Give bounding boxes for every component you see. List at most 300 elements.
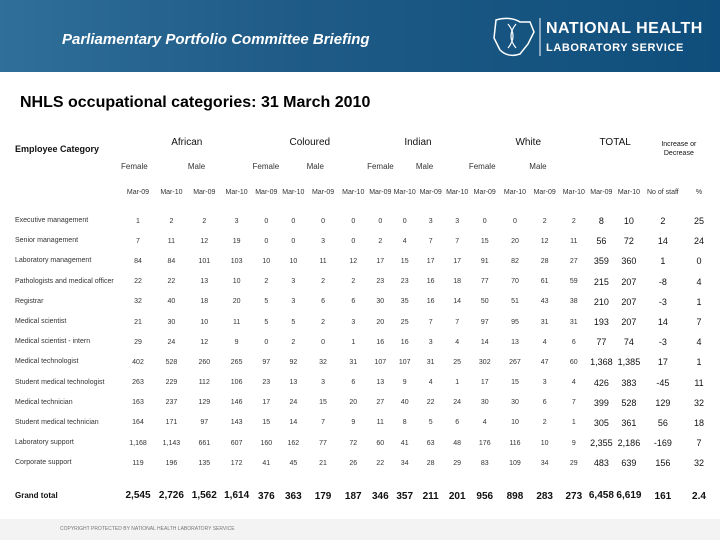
row-label: Medical technician — [15, 398, 73, 406]
group-header-indian: Indian — [404, 136, 432, 148]
table-cell: 72 — [349, 439, 358, 447]
total-cell: 1,614 — [224, 490, 250, 502]
table-cell: 112 — [198, 379, 210, 387]
table-cell: 9 — [234, 338, 239, 346]
table-cell: 1,385 — [617, 357, 641, 368]
table-cell: 11 — [376, 419, 384, 427]
slide-subtitle: NHLS occupational categories: 31 March 2010 — [20, 94, 371, 111]
table-cell: -8 — [658, 276, 667, 287]
table-cell: 47 — [540, 358, 549, 366]
table-cell: 5 — [264, 298, 269, 306]
table-row — [15, 312, 715, 332]
table-cell: 9 — [402, 379, 407, 387]
table-cell: 2 — [542, 419, 547, 427]
table-cell: 171 — [165, 419, 178, 427]
table-cell: 16 — [400, 338, 409, 346]
table-cell: 91 — [480, 257, 489, 265]
table-cell: 10 — [623, 216, 634, 227]
row-label: Registrar — [15, 297, 44, 305]
row-label: Medical technologist — [15, 358, 79, 366]
table-cell: 24 — [167, 338, 176, 346]
table-cell: 2 — [378, 237, 383, 245]
table-cell: 1 — [696, 296, 702, 307]
table-cell: 15 — [511, 379, 519, 387]
table-cell: 3 — [321, 379, 325, 387]
table-cell: 72 — [623, 236, 634, 247]
table-cell: 70 — [511, 278, 519, 286]
table-cell: 639 — [621, 458, 637, 469]
table-cell: 237 — [165, 399, 178, 407]
group-header-total: TOTAL — [599, 136, 631, 148]
table-cell: 7 — [696, 317, 702, 328]
table-cell: 10 — [200, 318, 209, 326]
table-cell: 15 — [319, 399, 327, 407]
table-cell: 7 — [455, 237, 460, 245]
table-cell: 16 — [426, 278, 435, 286]
table-row — [15, 292, 715, 312]
table-cell: 4 — [428, 379, 433, 387]
table-cell: 13 — [289, 379, 298, 387]
table-cell: 34 — [540, 459, 549, 467]
table-cell: 0 — [321, 217, 325, 225]
table-cell: -3 — [658, 337, 667, 348]
table-cell: 607 — [230, 439, 243, 447]
table-cell: 30 — [376, 298, 385, 306]
table-cell: 25 — [453, 358, 462, 366]
table-cell: 305 — [593, 417, 609, 428]
table-cell: 193 — [593, 317, 609, 328]
table-cell: 207 — [621, 296, 637, 307]
table-cell: 25 — [400, 318, 409, 326]
table-cell: 1 — [571, 419, 576, 427]
table-cell: 77 — [480, 278, 489, 286]
table-cell: 18 — [200, 298, 209, 306]
table-cell: 3 — [351, 318, 356, 326]
table-cell: 6 — [455, 419, 460, 427]
table-cell: 156 — [655, 458, 671, 469]
table-cell: 0 — [351, 237, 356, 245]
period-header-spacer — [15, 173, 121, 211]
table-cell: 1 — [455, 379, 460, 387]
period-header: Mar-09 — [473, 188, 496, 196]
table-cell: 32 — [319, 358, 327, 366]
table-cell: 35 — [400, 298, 409, 306]
table-cell: 210 — [593, 296, 609, 307]
total-cell: 346 — [371, 490, 389, 502]
group-header-white: White — [515, 136, 541, 148]
table-cell: 5 — [428, 419, 433, 427]
table-cell: 163 — [132, 399, 144, 407]
total-cell: 357 — [396, 490, 414, 502]
table-cell: 40 — [400, 399, 409, 407]
table-cell: 7 — [136, 237, 140, 245]
table-cell: 30 — [167, 318, 176, 326]
table-cell: 38 — [569, 298, 578, 306]
table-cell: 3 — [428, 217, 433, 225]
table-cell: 135 — [198, 459, 211, 467]
table-cell: 61 — [540, 278, 549, 286]
table-cell: 1 — [696, 357, 702, 368]
period-header: Mar-10 — [393, 188, 416, 196]
table-cell: 83 — [480, 459, 489, 467]
table-cell: 162 — [287, 439, 300, 447]
table-cell: 14 — [657, 317, 668, 328]
total-cell: 187 — [344, 490, 362, 502]
table-cell: 97 — [200, 419, 209, 427]
table-cell: 101 — [198, 257, 211, 265]
table-cell: 11 — [570, 237, 578, 245]
row-label: Laboratory support — [15, 439, 74, 447]
table-cell: 23 — [376, 278, 385, 286]
female-header: Female — [468, 161, 496, 171]
table-cell: 56 — [657, 417, 668, 428]
table-cell: 31 — [569, 318, 578, 326]
table-cell: 360 — [621, 256, 637, 267]
table-cell: 3 — [291, 298, 296, 306]
table-cell: 9 — [351, 419, 356, 427]
table-cell: 0 — [264, 237, 269, 245]
table-cell: 0 — [321, 338, 325, 346]
period-header: Mar-10 — [160, 188, 183, 196]
total-cell: 1,562 — [191, 490, 217, 502]
table-cell: 6 — [351, 298, 356, 306]
table-cell: 20 — [232, 298, 241, 306]
table-cell: 16 — [376, 338, 385, 346]
table-cell: 3 — [234, 217, 239, 225]
table-cell: 1,168 — [129, 439, 147, 447]
no-of-staff-header: No of staff — [646, 188, 679, 196]
table-cell: 22 — [376, 459, 385, 467]
table-cell: 0 — [402, 217, 407, 225]
table-cell: 0 — [482, 217, 487, 225]
table-cell: 11 — [319, 257, 327, 265]
table-cell: 4 — [402, 237, 407, 245]
group-header-african: African — [171, 136, 203, 148]
table-cell: 97 — [480, 318, 489, 326]
table-cell: 3 — [542, 379, 547, 387]
table-cell: 63 — [426, 439, 435, 447]
table-cell: 60 — [569, 358, 578, 366]
male-header: Male — [415, 161, 434, 171]
table-cell: 12 — [540, 237, 549, 245]
table-cell: 14 — [289, 419, 298, 427]
table-cell: 172 — [230, 459, 243, 467]
table-row — [15, 433, 715, 453]
table-cell: 10 — [289, 257, 298, 265]
table-cell: 2,186 — [617, 438, 641, 449]
table-cell: 56 — [596, 236, 607, 247]
table-cell: 160 — [260, 439, 273, 447]
table-cell: 0 — [264, 217, 269, 225]
table-cell: 1,143 — [162, 439, 181, 447]
table-cell: 116 — [509, 439, 521, 447]
table-cell: 9 — [571, 439, 576, 447]
table-cell: 2 — [321, 318, 325, 326]
table-cell: 2 — [169, 217, 174, 225]
table-row — [15, 272, 715, 292]
row-label: Student medical technologist — [15, 378, 105, 386]
table-row — [15, 332, 715, 352]
table-cell: 146 — [230, 399, 243, 407]
page-title: Parliamentary Portfolio Committee Briefing — [62, 31, 370, 48]
total-cell: 201 — [448, 490, 466, 502]
table-cell: 109 — [509, 459, 521, 467]
table-cell: 661 — [198, 439, 211, 447]
period-header: Mar-09 — [255, 188, 278, 196]
table-cell: 5 — [291, 318, 296, 326]
employee-category-header: Employee Category — [15, 144, 100, 154]
table-cell: 4 — [455, 338, 460, 346]
table-cell: 207 — [621, 317, 637, 328]
table-cell: 359 — [593, 256, 609, 267]
table-cell: 29 — [569, 459, 578, 467]
table-cell: 74 — [623, 337, 634, 348]
period-header: Mar-10 — [562, 188, 585, 196]
table-cell: 0 — [513, 217, 517, 225]
table-cell: 18 — [694, 417, 705, 428]
table-cell: 7 — [428, 318, 433, 326]
table-cell: 265 — [230, 358, 243, 366]
table-cell: 59 — [569, 278, 578, 286]
table-cell: 4 — [696, 276, 702, 287]
table-cell: 27 — [376, 399, 385, 407]
table-cell: 2 — [351, 278, 356, 286]
table-cell: 77 — [596, 337, 607, 348]
table-cell: 7 — [696, 438, 702, 449]
table-cell: 215 — [593, 276, 609, 287]
table-cell: 41 — [262, 459, 271, 467]
table-cell: 383 — [621, 377, 637, 388]
table-cell: 260 — [198, 358, 211, 366]
row-label: Executive management — [15, 217, 89, 225]
table-cell: 129 — [198, 399, 211, 407]
table-cell: 361 — [621, 417, 637, 428]
table-cell: 10 — [232, 278, 241, 286]
table-cell: 32 — [694, 397, 705, 408]
male-header: Male — [306, 161, 324, 171]
table-cell: 8 — [598, 216, 604, 227]
period-header: Mar-10 — [617, 188, 641, 196]
table-cell: 2 — [264, 278, 269, 286]
table-row — [15, 413, 715, 433]
table-cell: 31 — [349, 358, 358, 366]
group-header-coloured: Coloured — [289, 136, 331, 148]
table-cell: 50 — [480, 298, 489, 306]
table-cell: 2 — [321, 278, 325, 286]
percent-header: % — [695, 188, 703, 196]
female-header: Female — [367, 161, 394, 171]
table-cell: 28 — [540, 257, 549, 265]
table-cell: 1 — [660, 256, 666, 267]
table-cell: 207 — [621, 276, 637, 287]
period-header: Mar-09 — [590, 188, 613, 196]
table-cell: 29 — [134, 338, 142, 346]
table-cell: 32 — [694, 458, 705, 469]
period-header: Mar-09 — [369, 188, 392, 196]
table-cell: 92 — [289, 358, 298, 366]
table-cell: 13 — [511, 338, 519, 346]
total-cell: 283 — [536, 490, 553, 502]
table-cell: 17 — [453, 257, 462, 265]
table-cell: 267 — [509, 358, 521, 366]
table-cell: 97 — [262, 358, 271, 366]
table-cell: 2 — [202, 217, 207, 225]
table-cell: 0 — [291, 217, 296, 225]
table-cell: 12 — [200, 338, 209, 346]
female-header: Female — [121, 161, 148, 171]
row-label: Grand total — [15, 491, 58, 501]
table-cell: 27 — [569, 257, 578, 265]
copyright-footer: COPYRIGHT PROTECTED BY NATIONAL HEALTH LABORATORY SERVICE — [60, 526, 235, 532]
table-cell: 10 — [262, 257, 271, 265]
table-cell: 17 — [426, 257, 435, 265]
table-cell: 14 — [657, 236, 668, 247]
table-cell: 45 — [289, 459, 298, 467]
table-row — [15, 251, 715, 271]
logo-text-line1: NATIONAL HEALTH — [546, 20, 703, 37]
table-cell: 95 — [511, 318, 519, 326]
table-cell: 22 — [134, 278, 142, 286]
table-cell: 106 — [230, 379, 243, 387]
period-header: Mar-09 — [311, 188, 335, 196]
table-cell: 229 — [165, 379, 178, 387]
table-cell: 402 — [132, 358, 144, 366]
female-header: Female — [252, 161, 280, 171]
table-cell: 22 — [167, 278, 176, 286]
table-cell: 15 — [262, 419, 271, 427]
table-cell: 17 — [376, 257, 385, 265]
male-header: Male — [187, 161, 206, 171]
table-cell: 17 — [262, 399, 271, 407]
period-header: Mar-10 — [282, 188, 305, 196]
table-cell: -169 — [653, 438, 672, 449]
table-cell: 3 — [321, 237, 325, 245]
table-cell: 23 — [262, 379, 271, 387]
table-cell: 7 — [571, 399, 576, 407]
male-header: Male — [529, 161, 547, 171]
period-header: Mar-09 — [419, 188, 442, 196]
table-cell: 1 — [351, 338, 356, 346]
table-cell: 15 — [480, 237, 489, 245]
total-cell: 2,545 — [125, 490, 151, 502]
table-cell: 10 — [511, 419, 519, 427]
table-cell: 31 — [540, 318, 549, 326]
table-cell: 11 — [167, 237, 176, 245]
table-cell: 32 — [134, 298, 142, 306]
table-row — [15, 211, 715, 231]
table-cell: -3 — [658, 296, 667, 307]
table-cell: 11 — [694, 377, 704, 388]
table-cell: 129 — [655, 397, 671, 408]
table-cell: 28 — [426, 459, 435, 467]
table-cell: 13 — [376, 379, 385, 387]
period-header: Mar-10 — [446, 188, 469, 196]
row-label: Medical scientist — [15, 318, 67, 326]
row-label: Student medical technician — [15, 418, 99, 426]
increase-decrease-header: Increase or Decrease — [661, 141, 697, 157]
table-cell: 24 — [453, 399, 462, 407]
table-cell: 77 — [319, 439, 327, 447]
table-cell: 2 — [571, 217, 576, 225]
table-row — [15, 453, 715, 473]
table-cell: 4 — [542, 338, 547, 346]
table-cell: 426 — [593, 377, 609, 388]
table-cell: 103 — [230, 257, 243, 265]
row-label: Corporate support — [15, 459, 72, 467]
table-row — [15, 231, 715, 251]
table-cell: 4 — [696, 337, 702, 348]
total-cell: 376 — [257, 490, 275, 502]
row-label: Laboratory management — [15, 257, 92, 265]
logo-text-line2: LABORATORY SERVICE — [546, 42, 684, 54]
table-cell: -45 — [656, 377, 670, 388]
row-label: Medical scientist - intern — [15, 338, 91, 346]
table-cell: 528 — [621, 397, 637, 408]
table-cell: 40 — [167, 298, 176, 306]
table-cell: 2 — [291, 338, 296, 346]
table-cell: 2,355 — [590, 438, 613, 449]
table-cell: 1 — [136, 217, 140, 225]
table-cell: 19 — [232, 237, 241, 245]
table-cell: 18 — [453, 278, 462, 286]
table-cell: 6 — [321, 298, 325, 306]
table-cell: 6 — [351, 379, 356, 387]
table-cell: 12 — [349, 257, 358, 265]
total-cell: 273 — [565, 490, 583, 502]
table-cell: 34 — [400, 459, 409, 467]
period-header: Mar-09 — [126, 188, 150, 196]
table-cell: 2 — [542, 217, 547, 225]
table-cell: 13 — [200, 278, 209, 286]
table-cell: 30 — [511, 399, 519, 407]
table-cell: 399 — [593, 397, 609, 408]
table-cell: 16 — [426, 298, 435, 306]
table-cell: 51 — [511, 298, 519, 306]
table-cell: 24 — [694, 236, 705, 247]
table-cell: 263 — [132, 379, 144, 387]
period-header: Mar-10 — [225, 188, 248, 196]
table-row — [15, 393, 715, 413]
table-cell: 6 — [571, 338, 576, 346]
table-cell: 23 — [400, 278, 409, 286]
table-cell: 5 — [264, 318, 269, 326]
table-cell: 3 — [455, 217, 460, 225]
table-cell: 22 — [426, 399, 435, 407]
period-header: Mar-10 — [342, 188, 365, 196]
table-cell: 107 — [374, 358, 387, 366]
table-cell: 7 — [455, 318, 460, 326]
table-cell: 11 — [232, 318, 241, 326]
table-cell: 2 — [660, 216, 666, 227]
total-cell: 898 — [506, 490, 524, 502]
total-cell: 6,458 — [588, 490, 614, 502]
grand-total-row — [15, 473, 715, 519]
table-cell: 0 — [291, 237, 296, 245]
table-cell: 107 — [398, 358, 411, 366]
table-cell: 0 — [378, 217, 383, 225]
table-cell: 12 — [200, 237, 209, 245]
table-cell: 528 — [165, 358, 178, 366]
table-cell: 24 — [289, 399, 298, 407]
table-cell: 4 — [482, 419, 487, 427]
table-cell: 143 — [230, 419, 243, 427]
table-cell: 3 — [291, 278, 296, 286]
table-cell: 302 — [478, 358, 491, 366]
table-cell: 3 — [428, 338, 433, 346]
table-row — [15, 373, 715, 393]
table-cell: 30 — [480, 399, 489, 407]
total-cell: 6,619 — [616, 490, 642, 502]
